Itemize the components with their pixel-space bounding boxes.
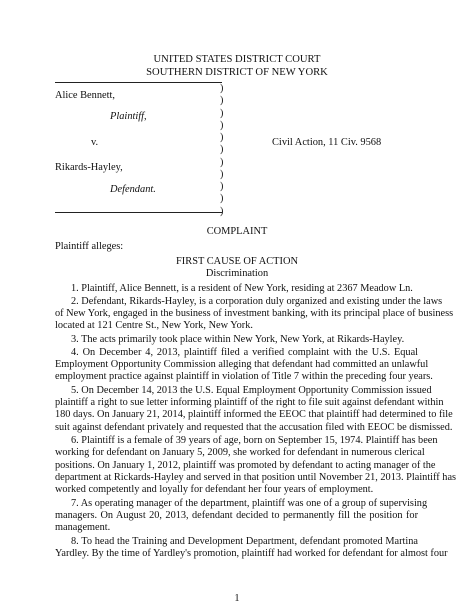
allegation-line: Employment Opportunity Commission alleging that defendant had committed an unlawful xyxy=(55,359,429,370)
allegation-line: 3. The acts primarily took place within New York, New York, at Rikards-Hayley. xyxy=(71,334,405,345)
case-number: Civil Action, 11 Civ. 9568 xyxy=(272,137,382,148)
allegation-line: 1. Plaintiff, Alice Bennett, is a resident of New York, residing at 2367 Meadow Ln. xyxy=(71,283,413,294)
caption-bracket: ) xyxy=(220,83,224,94)
allegation-line: 5. On December 14, 2013 the U.S. Equal Employment Opportunity Commission issued xyxy=(71,385,432,396)
caption-bracket: ) xyxy=(220,95,224,107)
defendant-role: Defendant. xyxy=(110,184,156,195)
allegation-line: Yardley. By the time of Yardley's promotion, plaintiff had worked for defendant for almost four xyxy=(55,548,448,559)
allegation-line: located at 121 Centre St., New York, New York. xyxy=(55,320,253,331)
allegation-line: department at Rickards-Hayley and served in that position until November 21, 2013. Plaintiff has xyxy=(55,472,457,483)
caption-bracket: ) xyxy=(220,132,224,143)
caption-bracket-column xyxy=(220,83,223,218)
caption-bracket: ) xyxy=(220,119,224,131)
plaintiff-name: Alice Bennett, xyxy=(55,90,116,101)
allegation-line: working for defendant on January 5, 2009, she worked for defendant in numerous clerical xyxy=(55,447,425,458)
caption-bracket: ) xyxy=(220,107,224,119)
plaintiff-role: Plaintiff, xyxy=(110,111,147,122)
allegation-line: worked competently and loyally for defendant her four years of employment. xyxy=(55,484,374,495)
caption-bracket: ) xyxy=(220,156,224,168)
allegation-line: 180 days. On January 21, 2014, plaintiff informed the EEOC that plaintiff had determined to file xyxy=(55,409,453,420)
allegation-line: 8. To head the Training and Development Department, defendant promoted Martina xyxy=(71,536,418,547)
defendant-name: Rikards-Hayley, xyxy=(55,162,123,173)
allegation-line: plaintiff a right to sue letter informing plaintiff of the right to file suit against defendant within xyxy=(55,397,444,408)
page-number: 1 xyxy=(234,593,240,604)
caption-bottom-rule xyxy=(55,212,222,213)
allegation-line: positions. On January 1, 2012, plaintiff was promoted by defendant to acting manager of the xyxy=(55,460,436,471)
allegation-line: 2. Defendant, Rikards-Hayley, is a corporation duly organized and existing under the laws xyxy=(71,296,443,307)
allegation-line: of New York, engaged in the business of investment banking, with its principal place of business xyxy=(55,308,454,319)
allegation-line: employment practice against plaintiff in violation of Title 7 within the preceding four years. xyxy=(55,371,433,382)
caption-bracket: ) xyxy=(220,181,224,192)
allegation-line: 4. On December 4, 2013, plaintiff filed a verified complaint with the U.S. Equal xyxy=(71,347,418,358)
court-name: UNITED STATES DISTRICT COURT xyxy=(153,54,321,65)
allegation-line: 7. As operating manager of the department, plaintiff was one of a group of supervising xyxy=(71,498,428,509)
cause-of-action-title: FIRST CAUSE OF ACTION xyxy=(176,256,298,267)
complaint-title: COMPLAINT xyxy=(206,226,268,237)
complaint-intro: Plaintiff alleges: xyxy=(55,241,124,252)
caption-bracket: ) xyxy=(220,205,224,217)
caption-top-rule xyxy=(55,82,222,83)
caption-bracket: ) xyxy=(220,193,224,205)
cause-of-action-subtitle: Discrimination xyxy=(205,268,269,279)
allegation-line: managers. On August 20, 2013, defendant decided to permanently fill the position for xyxy=(55,510,418,521)
allegation-line: 6. Plaintiff is a female of 39 years of age, born on September 15, 1974. Plaintiff has been xyxy=(71,435,438,446)
versus-label: v. xyxy=(91,137,99,148)
caption-bracket: ) xyxy=(220,144,224,156)
allegation-line: suit against defendant privately and requested that the accusation filed with EEOC be dismissed. xyxy=(55,422,453,433)
court-district: SOUTHERN DISTRICT OF NEW YORK xyxy=(146,67,328,78)
allegation-line: management. xyxy=(55,522,111,533)
caption-bracket: ) xyxy=(220,168,224,180)
